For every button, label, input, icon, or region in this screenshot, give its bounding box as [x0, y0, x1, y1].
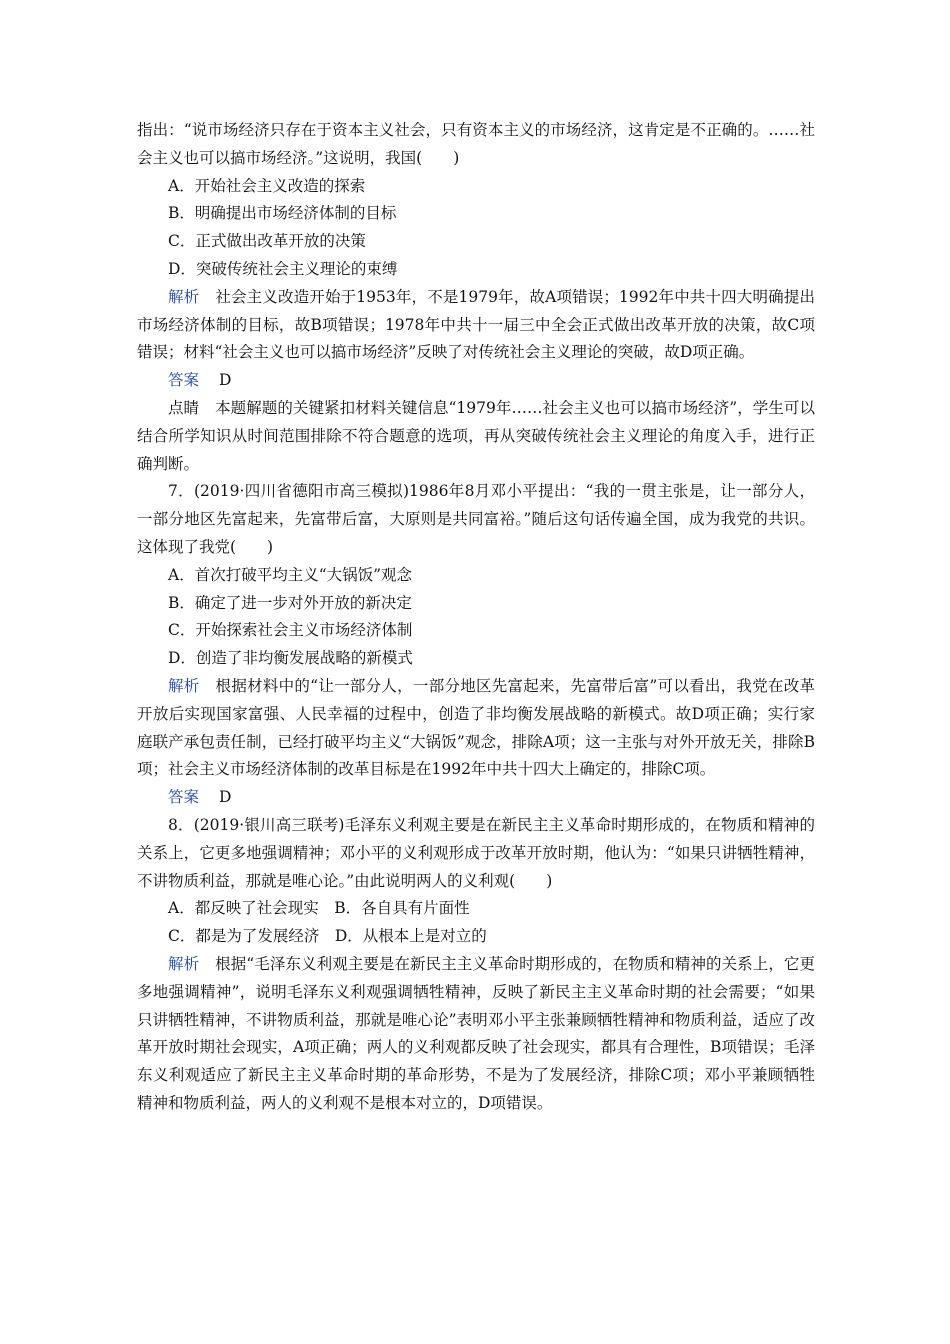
q7-option-d: D．创造了非均衡发展战略的新模式: [168, 649, 413, 668]
q8-analysis-label: 解析: [168, 954, 200, 973]
question-stem-intro: 指出：“说市场经济只存在于资本主义社会，只有资本主义的市场经济，这肯定是不正确的。……社会主义也可以搞市场经济。”这说明，我国( ): [137, 121, 815, 167]
q8-options-row-2: C．都是为了发展经济 D．从根本上是对立的: [168, 927, 487, 946]
q7-analysis-text: 根据材料中的“让一部分人，一部分地区先富起来，先富带后富”可以看出，我党在改革开放后实现国家富强、人民幸福的过程中，创造了非均衡发展战略的新模式。故D项正确；实行家庭联产承包责任制，已经打破平均主义“大锅饭”观念，排除A项；这一主张与对外开放无关，排除B项；社会主义市场经济体制的改革目标是在1992年中共十四大上确定的，排除C项。: [137, 676, 815, 779]
option-c: C．正式做出改革开放的决策: [168, 232, 366, 251]
option-b: B．明确提出市场经济体制的目标: [168, 204, 397, 223]
answer-value: D: [219, 371, 232, 390]
answer-label: 答案: [168, 371, 200, 390]
q8-analysis-text: 根据“毛泽东义利观主要是在新民主主义革命时期形成的，在物质和精神的关系上，它更多地强调精神”，说明毛泽东义利观强调牺牲精神，反映了新民主主义革命时期的社会需要；“如果只讲牺牲精神，不讲物质利益，那就是唯心论”表明邓小平主张兼顾牺牲精神和物质利益，适应了改革开放时期社会现实，A项正确；两人的义利观都反映了社会现实，都具有合理性，B项错误；毛泽东义利观适应了新民主主义革命时期的革命形势，不是为了发展经济，排除C项；邓小平兼顾牺牲精神和物质利益，两人的义利观不是根本对立的，D项错误。: [137, 954, 815, 1112]
q8-options-row-1: A．都反映了社会现实 B．各自具有片面性: [168, 899, 470, 918]
tip-text: 本题解题的关键紧扣材料关键信息“1979年……社会主义也可以搞市场经济”，学生可以结合所学知识从时间范围排除不符合题意的选项，再从突破传统社会主义理论的角度入手，进行正确判断。: [137, 398, 815, 473]
q7-option-c: C．开始探索社会主义市场经济体制: [168, 621, 413, 640]
analysis-label: 解析: [168, 287, 200, 306]
tip-label: 点睛: [168, 398, 200, 417]
analysis-paragraph: [137, 284, 815, 367]
q7-answer-label: 答案: [168, 788, 200, 807]
analysis-text: 社会主义改造开始于1953年，不是1979年，故A项错误；1992年中共十四大明确提出市场经济体制的目标，故B项错误；1978年中共十一届三中全会正式做出改革开放的决策，故C项错误；材料“社会主义也可以搞市场经济”反映了对传统社会主义理论的突破，故D项正确。: [137, 287, 815, 362]
document-content: [137, 117, 815, 1118]
q7-answer-line: [137, 784, 815, 812]
option-d: D．突破传统社会主义理论的束缚: [168, 259, 398, 278]
q8-analysis-paragraph: [137, 951, 815, 1118]
q7-analysis-paragraph: [137, 673, 815, 784]
option-a: A．开始社会主义改造的探索: [168, 176, 366, 195]
question-8-stem: 8．(2019·银川高三联考)毛泽东义利观主要是在新民主主义革命时期形成的，在物质和精神的关系上，它更多地强调精神；邓小平的义利观形成于改革开放时期，他认为：“如果只讲牺牲精神，不讲物质利益，那就是唯心论。”由此说明两人的义利观( ): [137, 815, 815, 890]
q7-answer-value: D: [219, 788, 232, 807]
question-7-stem: 7．(2019·四川省德阳市高三模拟)1986年8月邓小平提出：“我的一贯主张是，让一部分人，一部分地区先富起来，先富带后富，大原则是共同富裕。”随后这句话传遍全国，成为我党的共识。这体现了我党( ): [137, 482, 815, 556]
q7-option-b: B．确定了进一步对外开放的新决定: [168, 593, 412, 612]
q7-option-a: A．首次打破平均主义“大锅饭”观念: [168, 565, 413, 584]
answer-line: [137, 367, 815, 395]
q7-analysis-label: 解析: [168, 676, 200, 695]
tip-paragraph: [137, 395, 815, 478]
